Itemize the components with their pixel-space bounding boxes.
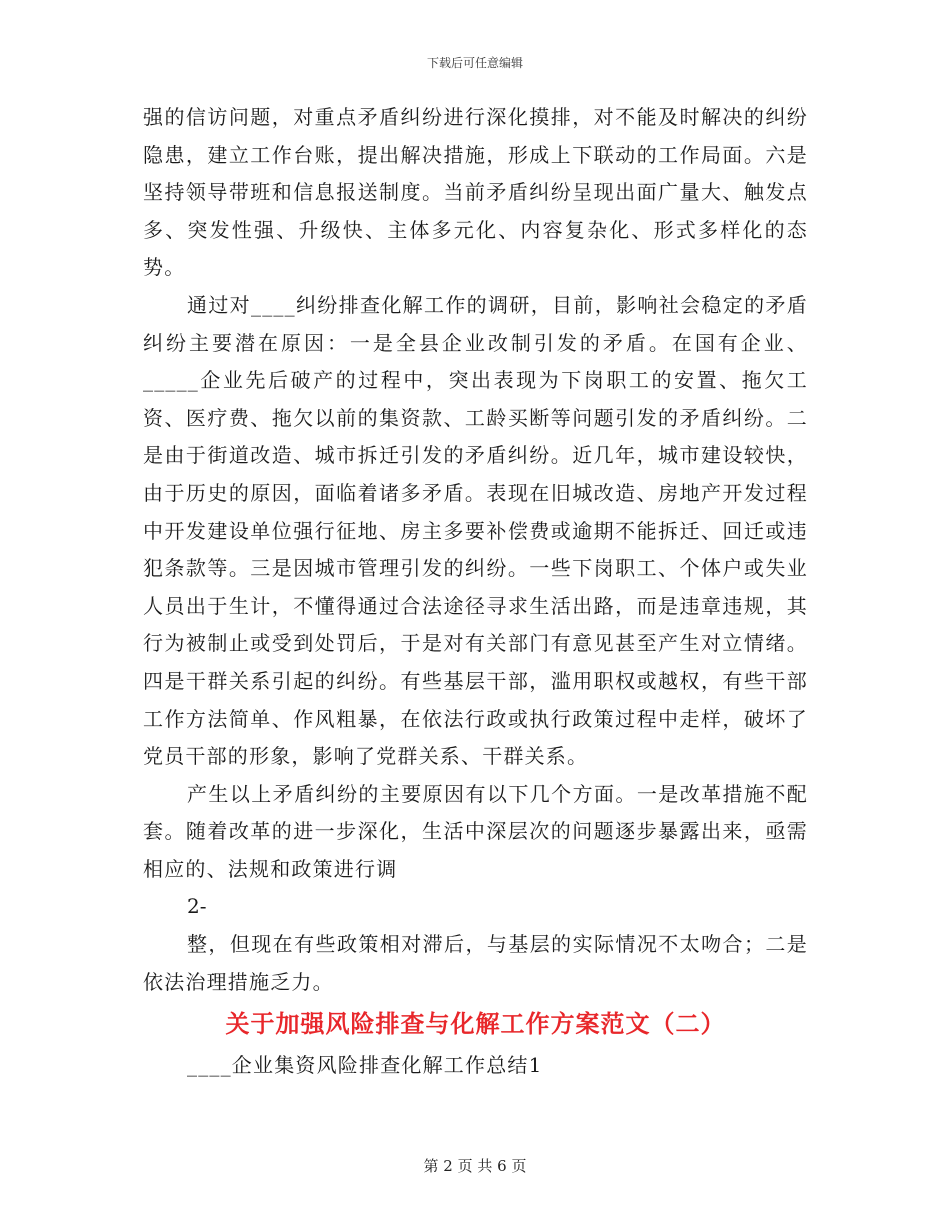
document-body <box>143 99 808 1085</box>
section-heading: 关于加强风险排查与化解工作方案范文（二） <box>225 1009 726 1039</box>
section-subtitle: ____企业集资风险排查化解工作总结1 <box>187 1053 543 1078</box>
page-footer: 第 2 页 共 6 页 <box>423 1157 527 1175</box>
inline-page-marker: 2- <box>187 894 207 919</box>
page-header: 下载后可任意编辑 <box>426 56 523 70</box>
paragraph-causes: 通过对____纠纷排查化解工作的调研，目前，影响社会稳定的矛盾纠纷主要潜在原因：一是全县企业改制引发的矛盾。在国有企业、_____企业先后破产的过程中，突出表现为下岗职工的安置、拖欠工资、医疗费、拖欠以前的集资款、工龄买断等问题引发的矛盾纠纷。二是由于街道改造、城市拆迁引发的矛盾纠纷。近几年，城市建设较快，由于历史的原因，面临着诸多矛盾。表现在旧城改造、房地产开发过程中开发建设单位强行征地、房主多要补偿费或逾期不能拆迁、回迁或违犯条款等。三是因城市管理引发的纠纷。一些下岗职工、个体户或失业人员出于生计，不懂得通过合法途径寻求生活出路，而是违章违规，其行为被制止或受到处罚后，于是对有关部门有意见甚至产生对立情绪。四是干群关系引起的纠纷。有些基层干部，滥用职权或越权，有些干部工作方法简单、作风粗暴，在依法行政或执行政策过程中走样，破坏了党员干部的形象，影响了党群关系、干群关系。 <box>143 292 808 769</box>
paragraph-reasons: 产生以上矛盾纠纷的主要原因有以下几个方面。一是改革措施不配套。随着改革的进一步深化，生活中深层次的问题逐步暴露出来，亟需相应的、法规和政策进行调 <box>143 781 808 881</box>
paragraph-continued: 强的信访问题，对重点矛盾纠纷进行深化摸排，对不能及时解决的纠纷隐患，建立工作台账，提出解决措施，形成上下联动的工作局面。六是坚持领导带班和信息报送制度。当前矛盾纠纷呈现出面广量大、触发点多、突发性强、升级快、主体多元化、内容复杂化、形式多样化的态势。 <box>143 105 808 280</box>
paragraph-continuation: 整，但现在有些政策相对滞后，与基层的实际情况不太吻合；二是依法治理措施乏力。 <box>143 932 808 994</box>
